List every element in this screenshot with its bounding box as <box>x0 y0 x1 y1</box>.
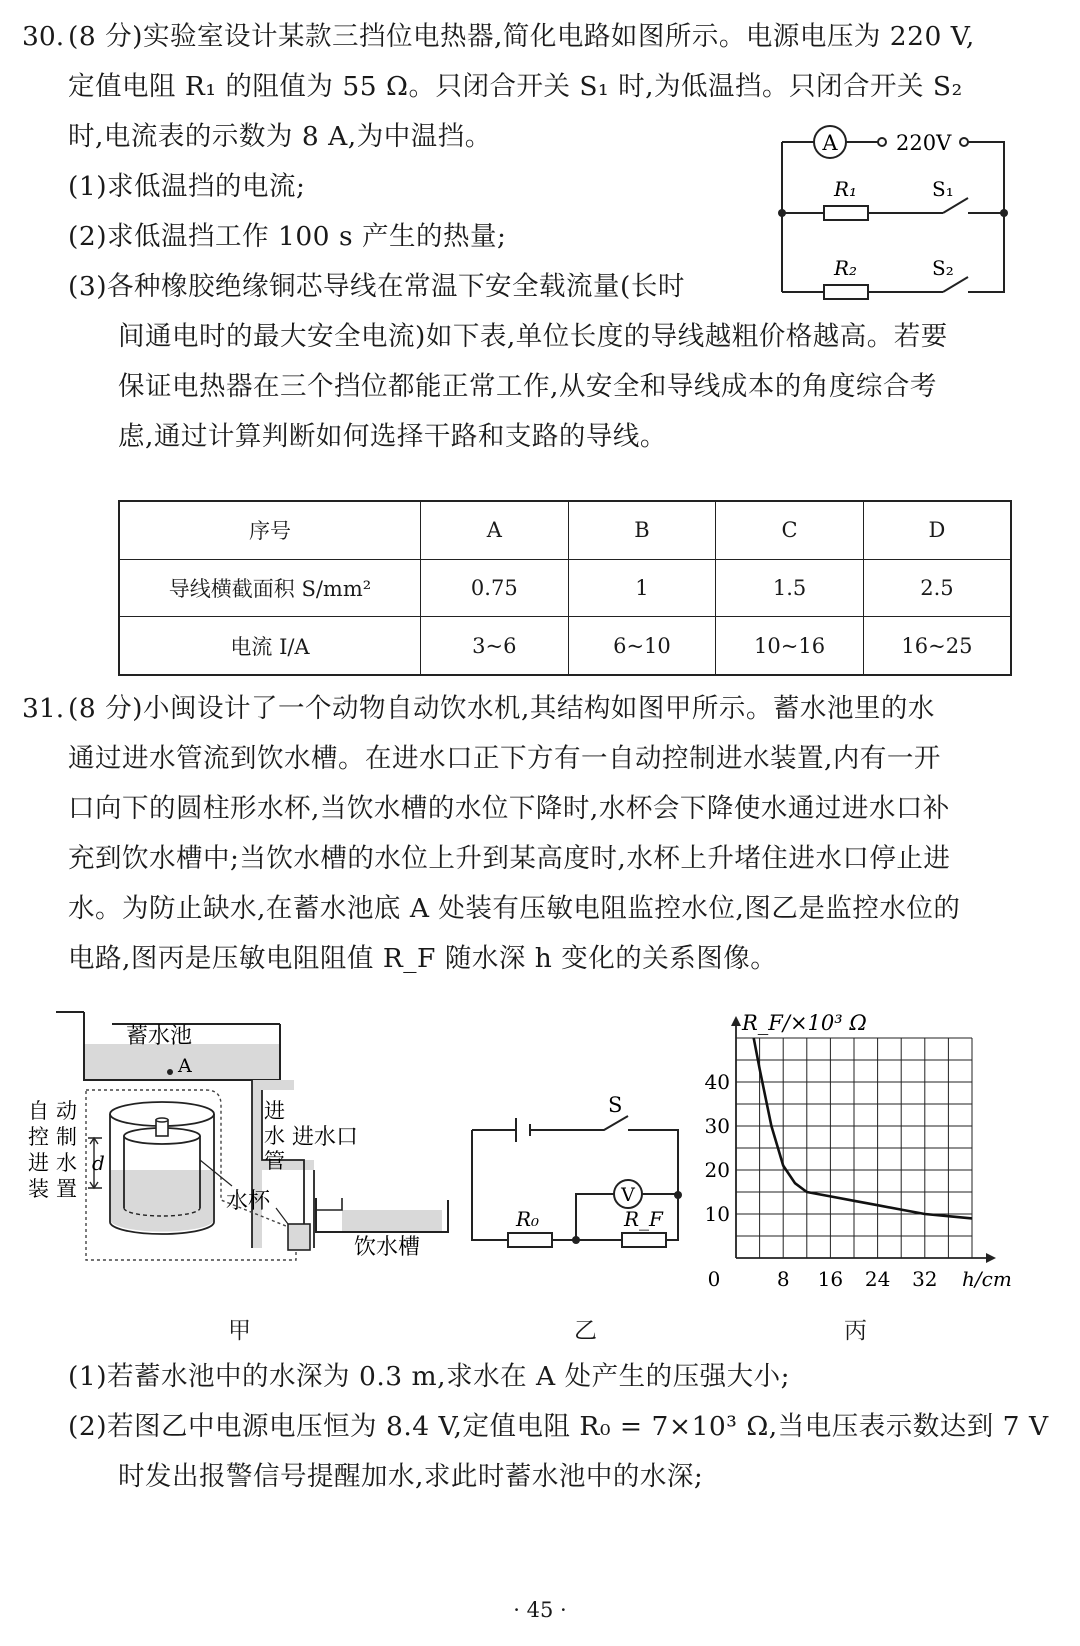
device-label: 装 <box>28 1177 49 1201</box>
device-label: 控 <box>28 1125 49 1149</box>
q31-text-line: 通过进水管流到饮水槽。在进水口正下方有一自动控制进水装置,内有一开 <box>68 743 941 774</box>
table-cell: 2.5 <box>863 559 1011 616</box>
table-row <box>119 559 1011 616</box>
table-cell: 6~10 <box>568 617 716 675</box>
point-a-label: A <box>178 1055 192 1077</box>
wire-current-table <box>118 500 1012 676</box>
r0-label: R₀ <box>516 1207 540 1231</box>
q30-text-line: 保证电热器在三个挡位都能正常工作,从安全和导线成本的角度综合考 <box>118 371 937 402</box>
device-label: 动 <box>56 1099 77 1123</box>
resistor-r2-icon <box>824 285 868 299</box>
s1-label: S₁ <box>932 177 954 201</box>
svg-text:A: A <box>822 131 838 155</box>
question-number: 31. <box>22 693 65 724</box>
source-voltage-label: 220V <box>896 131 952 155</box>
pipe-label-3: 管 <box>264 1149 285 1173</box>
q30-text-line: (8 分)实验室设计某款三挡位电热器,简化电路如图所示。电源电压为 220 V, <box>68 21 975 52</box>
rf-label: R_F <box>624 1207 663 1231</box>
r1-label: R₁ <box>834 177 858 201</box>
q31-text-line: 口向下的圆柱形水杯,当饮水槽的水位下降时,水杯会下降使水通过进水口补 <box>68 793 950 824</box>
terminal-icon <box>960 138 968 146</box>
y-tick-label: 30 <box>704 1114 730 1138</box>
device-label: 置 <box>56 1177 77 1201</box>
question-number: 30. <box>22 21 65 52</box>
svg-text:V: V <box>621 1184 635 1206</box>
y-tick-label: 20 <box>704 1158 730 1182</box>
table-cell: 3~6 <box>421 617 569 675</box>
q31-text-line: 水。为防止缺水,在蓄水池底 A 处装有压敏电阻监控水位,图乙是监控水位的 <box>68 893 961 924</box>
q30-subquestion-2: (2)求低温挡工作 100 s 产生的热量; <box>68 221 507 252</box>
table-cell: 10~16 <box>716 617 864 675</box>
table-cell: B <box>568 501 716 559</box>
d-label: d <box>92 1151 105 1175</box>
y-axis-arrow-icon <box>731 1016 741 1026</box>
junction-dot <box>778 209 786 217</box>
junction-dot <box>674 1191 682 1199</box>
q30-subquestion-3: (3)各种橡胶绝缘铜芯导线在常温下安全载流量(长时 <box>68 271 685 302</box>
figure-caption-bing: 丙 <box>844 1318 867 1344</box>
series-line <box>754 1038 972 1218</box>
q30-text-line: 时,电流表的示数为 8 A,为中温挡。 <box>68 121 492 152</box>
voltmeter-icon <box>614 1180 642 1208</box>
pipe-label-1: 进 <box>264 1099 285 1123</box>
table-row-header: 导线横截面积 S/mm² <box>119 559 421 616</box>
point-a-dot <box>167 1069 173 1075</box>
table-row <box>119 501 1011 559</box>
rf-vs-depth-chart <box>700 1008 1040 1308</box>
page-number: · 45 · <box>513 1598 567 1622</box>
monitoring-circuit-diagram <box>466 1090 696 1260</box>
table-cell: 0.75 <box>421 559 569 616</box>
device-label: 自 <box>28 1099 49 1123</box>
q31-text-line: 充到饮水槽中;当饮水槽的水位上升到某高度时,水杯上升堵住进水口停止进 <box>68 843 951 874</box>
device-label: 水 <box>56 1151 77 1175</box>
table-cell: D <box>863 501 1011 559</box>
q30-subquestion-1: (1)求低温挡的电流; <box>68 171 306 202</box>
device-label: 进 <box>28 1151 49 1175</box>
resistor-r1-icon <box>824 206 868 220</box>
switch-s-label: S <box>608 1093 623 1117</box>
table-row <box>119 617 1011 675</box>
tank-label: 蓄水池 <box>126 1024 193 1049</box>
q31-text-line: (8 分)小闽设计了一个动物自动饮水机,其结构如图甲所示。蓄水池里的水 <box>68 693 935 724</box>
resistor-rf-icon <box>622 1233 666 1247</box>
x-axis-arrow-icon <box>986 1253 996 1263</box>
x-tick-label: 0 <box>707 1267 721 1291</box>
y-axis-label: R_F/×10³ Ω <box>742 1011 867 1035</box>
inlet-label: 进水口 <box>292 1125 359 1150</box>
device-label: 制 <box>56 1125 77 1149</box>
x-axis-label: h/cm <box>962 1267 1012 1291</box>
trough-label: 饮水槽 <box>354 1235 421 1260</box>
table-cell: A <box>421 501 569 559</box>
table-row-header: 电流 I/A <box>119 617 421 675</box>
q31-text-line: 电路,图丙是压敏电阻阻值 R_F 随水深 h 变化的关系图像。 <box>68 943 778 974</box>
y-tick-label: 40 <box>704 1070 730 1094</box>
pipe-label-2: 水 <box>264 1124 285 1148</box>
heater-circuit-diagram <box>778 118 1058 310</box>
q31-text-line: 时发出报警信号提醒加水,求此时蓄水池中的水深; <box>118 1461 704 1492</box>
table-row-header: 序号 <box>119 501 421 559</box>
x-tick-label: 24 <box>864 1267 891 1291</box>
resistor-r0-icon <box>508 1233 552 1247</box>
cup-label: 水杯 <box>226 1189 271 1214</box>
figure-caption-yi: 乙 <box>574 1318 597 1344</box>
q31-subquestion-1: (1)若蓄水池中的水深为 0.3 m,求水在 A 处产生的压强大小; <box>68 1361 790 1392</box>
junction-dot <box>572 1236 580 1244</box>
terminal-icon <box>878 138 886 146</box>
q31-subquestion-2: (2)若图乙中电源电压恒为 8.4 V,定值电阻 R₀ = 7×10³ Ω,当电压表示数达到 7 V <box>68 1411 1049 1442</box>
table-cell: 1 <box>568 559 716 616</box>
x-tick-label: 8 <box>776 1267 790 1291</box>
figure-caption-jia: 甲 <box>228 1318 251 1344</box>
table-cell: 1.5 <box>716 559 864 616</box>
x-tick-label: 16 <box>817 1267 844 1291</box>
junction-dot <box>1000 209 1008 217</box>
q30-text-line: 定值电阻 R₁ 的阻值为 55 Ω。只闭合开关 S₁ 时,为低温挡。只闭合开关 S₂ <box>68 71 963 102</box>
q30-text-line: 虑,通过计算判断如何选择干路和支路的导线。 <box>118 421 667 452</box>
x-tick-label: 32 <box>912 1267 938 1291</box>
s2-label: S₂ <box>932 256 954 280</box>
table-cell: C <box>716 501 864 559</box>
ammeter-icon <box>814 126 846 158</box>
r2-label: R₂ <box>834 256 858 280</box>
q30-text-line: 间通电时的最大安全电流)如下表,单位长度的导线越粗价格越高。若要 <box>118 321 948 352</box>
table-cell: 16~25 <box>863 617 1011 675</box>
drinking-machine-diagram <box>26 1010 476 1310</box>
y-tick-label: 10 <box>704 1202 730 1226</box>
